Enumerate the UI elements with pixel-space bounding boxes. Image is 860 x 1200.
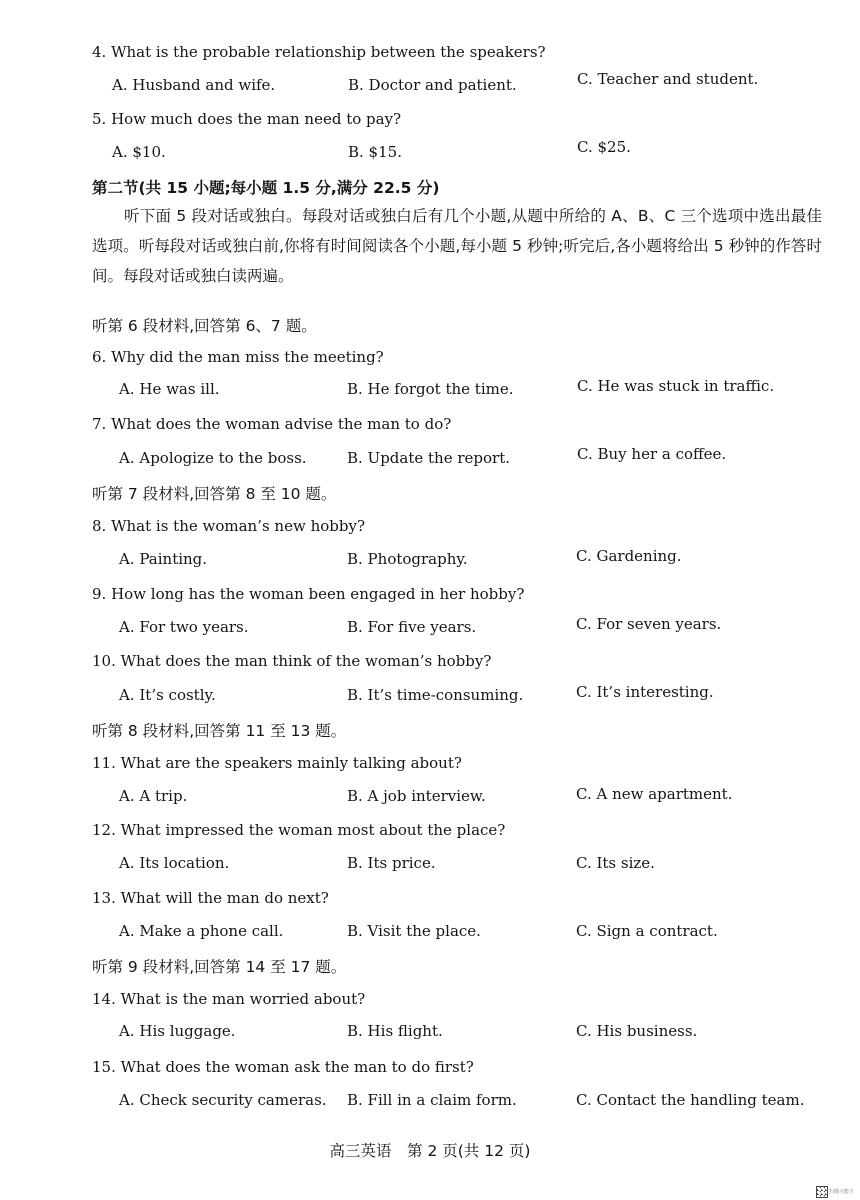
question-10-options [0,683,860,708]
option-b: B. Its price. [347,854,436,872]
question-7-options [0,445,860,471]
page-footer: 高三英语 第 2 页(共 12 页) [329,1142,531,1160]
option-c: C. Teacher and student. [577,70,759,88]
option-c: C. Sign a contract. [576,922,718,940]
question-4: 4. What is the probable relationship between the speakers? [92,43,546,61]
option-b: B. $15. [348,143,402,161]
question-11: 11. What are the speakers mainly talking about? [92,754,462,772]
option-c: C. For seven years. [576,615,722,633]
option-c: C. It’s interesting. [576,683,714,701]
material-heading-6: 听第 6 段材料,回答第 6、7 题。 [92,317,317,335]
question-7: 7. What does the woman advise the man to do? [92,415,452,433]
question-8-options [0,547,860,572]
option-c: C. Buy her a coffee. [577,445,727,463]
option-c: C. Gardening. [576,547,682,565]
option-b: B. He forgot the time. [347,380,514,398]
question-9: 9. How long has the woman been engaged in her hobby? [92,585,525,603]
question-8: 8. What is the woman’s new hobby? [92,517,365,535]
option-a: A. Check security cameras. [119,1091,327,1109]
option-c: C. $25. [577,138,631,156]
option-c: C. Contact the handling team. [576,1091,805,1109]
question-6: 6. Why did the man miss the meeting? [92,348,384,366]
question-4-options [0,70,860,98]
option-b: B. Fill in a claim form. [347,1091,517,1109]
question-13-options [0,922,860,944]
section-instructions: 听下面 5 段对话或独白。每段对话或独白后有几个小题,从题中所给的 A、B、C 三个选项中选出最佳选项。听每段对话或独白前,你将有时间阅读各个小题,每小题 5 秒钟;听完后,各小题将给出 5 秒钟的作答时间。每段对话或独白读两遍。 [92,207,822,285]
option-a: A. Husband and wife. [112,76,276,94]
question-14-options [0,1022,860,1044]
question-13: 13. What will the man do next? [92,889,329,907]
option-a: A. Its location. [119,854,230,872]
question-15: 15. What does the woman ask the man to do first? [92,1058,474,1076]
question-6-options [0,377,860,402]
option-b: B. Visit the place. [347,922,481,940]
question-14: 14. What is the man worried about? [92,990,366,1008]
question-12: 12. What impressed the woman most about the place? [92,821,506,839]
option-a: A. His luggage. [119,1022,236,1040]
option-b: B. It’s time-consuming. [347,686,524,704]
question-12-options [0,854,860,876]
section-title: 第二节(共 15 小题;每小题 1.5 分,满分 22.5 分) [92,179,440,197]
option-a: A. Make a phone call. [119,922,284,940]
question-10: 10. What does the man think of the woman’s hobby? [92,652,492,670]
question-15-options [0,1091,860,1113]
qr-code-icon [816,1186,828,1198]
option-c: C. His business. [576,1022,698,1040]
option-a: A. He was ill. [119,380,220,398]
option-a: A. Painting. [119,550,208,568]
question-5: 5. How much does the man need to pay? [92,110,402,128]
option-b: B. Photography. [347,550,468,568]
question-9-options [0,615,860,640]
option-b: B. Update the report. [347,449,511,467]
option-a: A. $10. [112,143,166,161]
question-5-options [0,138,860,165]
option-c: C. He was stuck in traffic. [577,377,775,395]
option-a: A. Apologize to the boss. [119,449,307,467]
option-a: A. A trip. [119,787,188,805]
option-a: A. For two years. [119,618,249,636]
option-b: B. A job interview. [347,787,486,805]
material-heading-7: 听第 7 段材料,回答第 8 至 10 题。 [92,485,337,503]
option-c: C. A new apartment. [576,785,733,803]
watermark-label: 扫描全能王 [829,1189,855,1195]
material-heading-8: 听第 8 段材料,回答第 11 至 13 题。 [92,722,347,740]
option-a: A. It’s costly. [119,686,216,704]
option-b: B. For five years. [347,618,477,636]
question-11-options [0,787,860,809]
option-b: B. His flight. [347,1022,443,1040]
material-heading-9: 听第 9 段材料,回答第 14 至 17 题。 [92,958,347,976]
option-c: C. Its size. [576,854,655,872]
option-b: B. Doctor and patient. [348,76,517,94]
